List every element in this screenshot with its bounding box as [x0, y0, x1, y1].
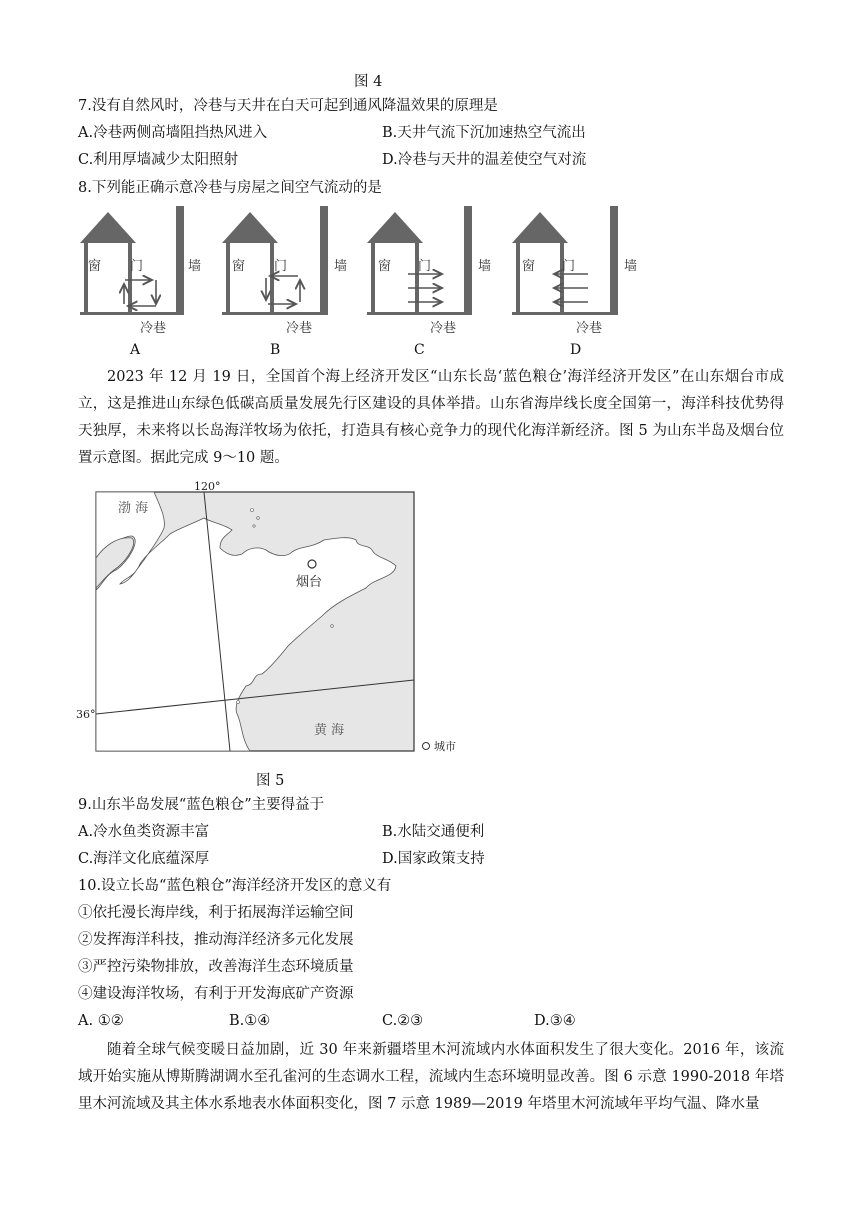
q7-option-c[interactable]: C.利用厚墙减少太阳照射	[78, 152, 239, 168]
wall-label-c: 墙	[478, 259, 492, 274]
diagram-a[interactable]	[80, 206, 201, 336]
q10-statement-1: ①依托漫长海岸线，利于拓展海洋运输空间	[78, 905, 354, 921]
wall-label-d: 墙	[624, 259, 638, 274]
lat-36-label: 36°	[76, 708, 96, 721]
q9-option-a[interactable]: A.冷水鱼类资源丰富	[78, 824, 210, 840]
window-label-a: 窗	[88, 259, 102, 274]
q9-option-d[interactable]: D.国家政策支持	[382, 851, 485, 867]
diagram-b[interactable]	[222, 206, 347, 336]
window-label-c: 窗	[378, 259, 392, 274]
alley-label-c: 冷巷	[430, 321, 457, 336]
yantai-label: 烟台	[296, 575, 323, 590]
q10-option-d[interactable]: D.③④	[534, 1013, 576, 1029]
wall-label-a: 墙	[188, 259, 202, 274]
q9-option-c[interactable]: C.海洋文化底蕴深厚	[78, 851, 210, 867]
legend-city-label: 城市	[434, 740, 456, 753]
question-8-stem: 8.下列能正确示意冷巷与房屋之间空气流动的是	[78, 180, 382, 196]
door-label-d: 门	[562, 259, 576, 274]
figure-4-caption: 图 4	[354, 74, 383, 90]
window-label-b: 窗	[232, 259, 246, 274]
q8-diagrams	[72, 200, 712, 365]
choice-d-label: D	[570, 342, 582, 358]
q10-statement-3: ③严控污染物排放，改善海洋生态环境质量	[78, 959, 354, 975]
alley-label-b: 冷巷	[286, 321, 313, 336]
q10-option-c[interactable]: C.②③	[382, 1013, 424, 1029]
lon-120-label: 120°	[194, 480, 221, 493]
passage-tarim: 随着全球气候变暖日益加剧，近 30 年来新疆塔里木河流域内水体面积发生了很大变化。2016 年，该流域开始实施从博斯腾湖调水至孔雀河的生态调水工程，流域内生态环境明显改善。图 6 示意 1990-2018 年塔里木河流域及其主体水系地表水体面积变化，图 7 示意 1989—2019 年塔里木河流域年平均气温、降水量	[78, 1042, 784, 1112]
door-label-c: 门	[418, 259, 432, 274]
q9-option-b[interactable]: B.水陆交通便利	[382, 824, 485, 840]
passage-shandong: 2023 年 12 月 19 日，全国首个海上经济开发区“山东长岛‘蓝色粮仓’海洋经济开发区”在山东烟台市成立，这是推进山东绿色低碳高质量发展先行区建设的具体举措。山东省海岸线长度全国第一，海洋科技优势得天独厚，未来将以长岛海洋牧场为依托，打造具有核心竞争力的现代化海洋新经济。图 5 为山东半岛及烟台位置示意图。据此完成 9～10 题。	[78, 369, 784, 466]
door-label-b: 门	[274, 259, 288, 274]
q10-statement-2: ②发挥海洋科技，推动海洋经济多元化发展	[78, 932, 354, 948]
question-9-stem: 9.山东半岛发展“蓝色粮仓”主要得益于	[78, 797, 325, 813]
bohai-label: 渤 海	[118, 501, 149, 516]
choice-c-label: C	[414, 342, 425, 358]
alley-label-d: 冷巷	[576, 321, 603, 336]
diagram-c[interactable]	[367, 206, 491, 336]
wall-label-b: 墙	[334, 259, 348, 274]
figure-5-map	[74, 478, 474, 758]
huanghai-label: 黄 海	[314, 723, 345, 738]
question-7-stem: 7.没有自然风时，冷巷与天井在白天可起到通风降温效果的原理是	[78, 98, 498, 114]
q10-option-b[interactable]: B.①④	[229, 1013, 271, 1029]
legend-city-icon	[423, 743, 430, 750]
diagram-d[interactable]	[512, 206, 637, 336]
figure-5-caption: 图 5	[256, 773, 285, 789]
alley-label-a: 冷巷	[140, 321, 167, 336]
q7-option-b[interactable]: B.天井气流下沉加速热空气流出	[382, 125, 586, 141]
q10-statement-4: ④建设海洋牧场，有利于开发海底矿产资源	[78, 986, 354, 1002]
choice-b-label: B	[270, 342, 281, 358]
q10-option-a[interactable]: A. ①②	[78, 1013, 124, 1029]
door-label-a: 门	[130, 259, 144, 274]
question-10-stem: 10.设立长岛“蓝色粮仓”海洋经济开发区的意义有	[78, 878, 392, 894]
window-label-d: 窗	[522, 259, 536, 274]
q7-option-d[interactable]: D.冷巷与天井的温差使空气对流	[382, 152, 587, 168]
yantai-city-marker[interactable]	[308, 560, 316, 568]
q7-option-a[interactable]: A.冷巷两侧高墙阻挡热风进入	[78, 125, 268, 141]
choice-a-label: A	[130, 342, 141, 358]
